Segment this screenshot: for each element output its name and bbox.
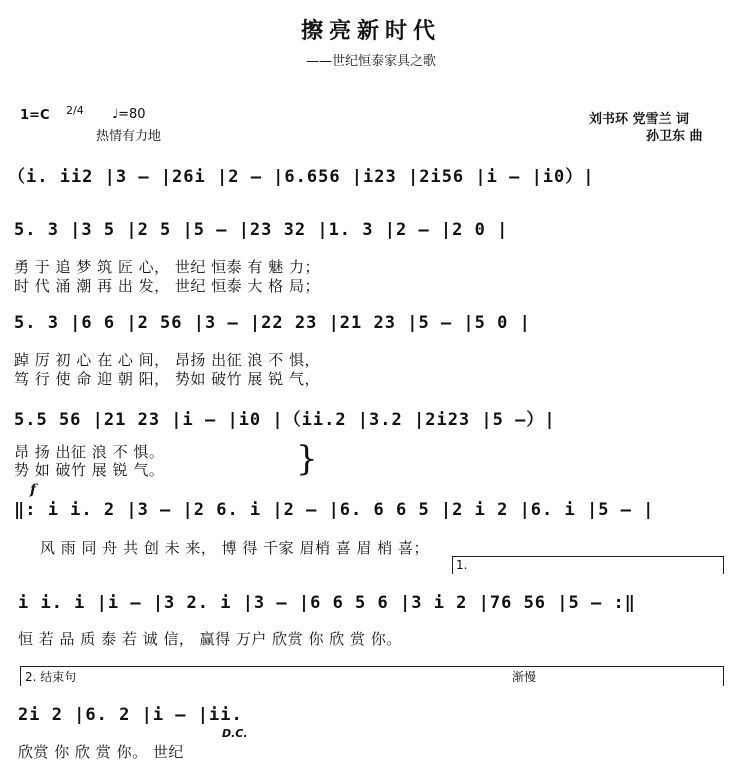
expression-mark: 热情有力地 [96,129,162,144]
lyric-line: 笃 行 使 命 迎 朝 阳， 势如 破竹 展 锐 气， [14,370,320,388]
lyric-line: 时 代 涌 潮 再 出 发， 世纪 恒泰 大 格 局； [14,277,320,295]
first-ending-bracket-right [723,556,724,574]
second-ending-bracket-right [723,666,724,686]
notation-row: （i. ii2 |3 – |26i |2 – |6.656 |i23 |2i56 |i – |i0）| [8,167,595,187]
tempo-mark: ♩=80 [112,107,146,122]
first-ending-bracket-left [452,556,453,574]
key-signature: 1=C [20,108,50,123]
notation-row: i i. i |i – |3 2. i |3 – |6 6 5 6 |3 i 2 |76 56 |5 – :‖ [18,593,636,613]
notation-row: 5. 3 |3 5 |2 5 |5 – |23 32 |1. 3 |2 – |2 0 | [14,220,509,240]
lyric-line: 踔 厉 初 心 在 心 间， 昂扬 出征 浪 不 惧， [14,351,320,369]
lyric-line: 恒 若 品 质 泰 若 诚 信， 赢得 万户 欣赏 你 欣 赏 你。 [18,630,402,648]
song-title: 擦亮新时代 [300,19,441,44]
ritardando-mark: 渐慢 [512,670,537,684]
time-signature: 2/4 [66,104,84,117]
lyric-line: 欣赏 你 欣 赏 你。 世纪 [18,743,184,761]
first-ending-bracket [452,556,724,557]
second-ending-bracket-left [20,666,21,686]
notation-row: 5.5 56 |21 23 |i – |i0 |（ii.2 |3.2 |2i23 |5 –）| [14,410,556,430]
dynamic-forte: f [30,482,37,498]
second-ending-bracket [20,666,724,667]
notation-row: 2i 2 |6. 2 |i – |ii. [18,705,243,725]
lyric-line: 势 如 破竹 展 锐 气。 [14,461,165,479]
lyric-line: 风 雨 同 舟 共 创 未 来， 博 得 千家 眉梢 喜 眉 梢 喜； [40,539,430,557]
dc-mark: D.C. [222,727,248,740]
lyric-brace: } [296,439,318,479]
notation-row: 5. 3 |6 6 |2 56 |3 – |22 23 |21 23 |5 – |5 0 | [14,313,531,333]
notation-row: ‖: i i. 2 |3 – |2 6. i |2 – |6. 6 6 5 |2 i 2 |6. i |5 – | [14,500,655,520]
lyric-line: 昂 扬 出征 浪 不 惧。 [14,443,165,461]
composer-credit: 孙卫东 曲 [646,129,703,144]
second-ending-label: 2. 结束句 [25,670,77,684]
first-ending-label: 1. [456,558,468,572]
lyric-line: 勇 于 追 梦 筑 匠 心， 世纪 恒泰 有 魅 力； [14,258,320,276]
song-subtitle: ——世纪恒泰家具之歌 [305,54,436,69]
lyricist-credit: 刘书环 党雪兰 词 [589,112,690,127]
